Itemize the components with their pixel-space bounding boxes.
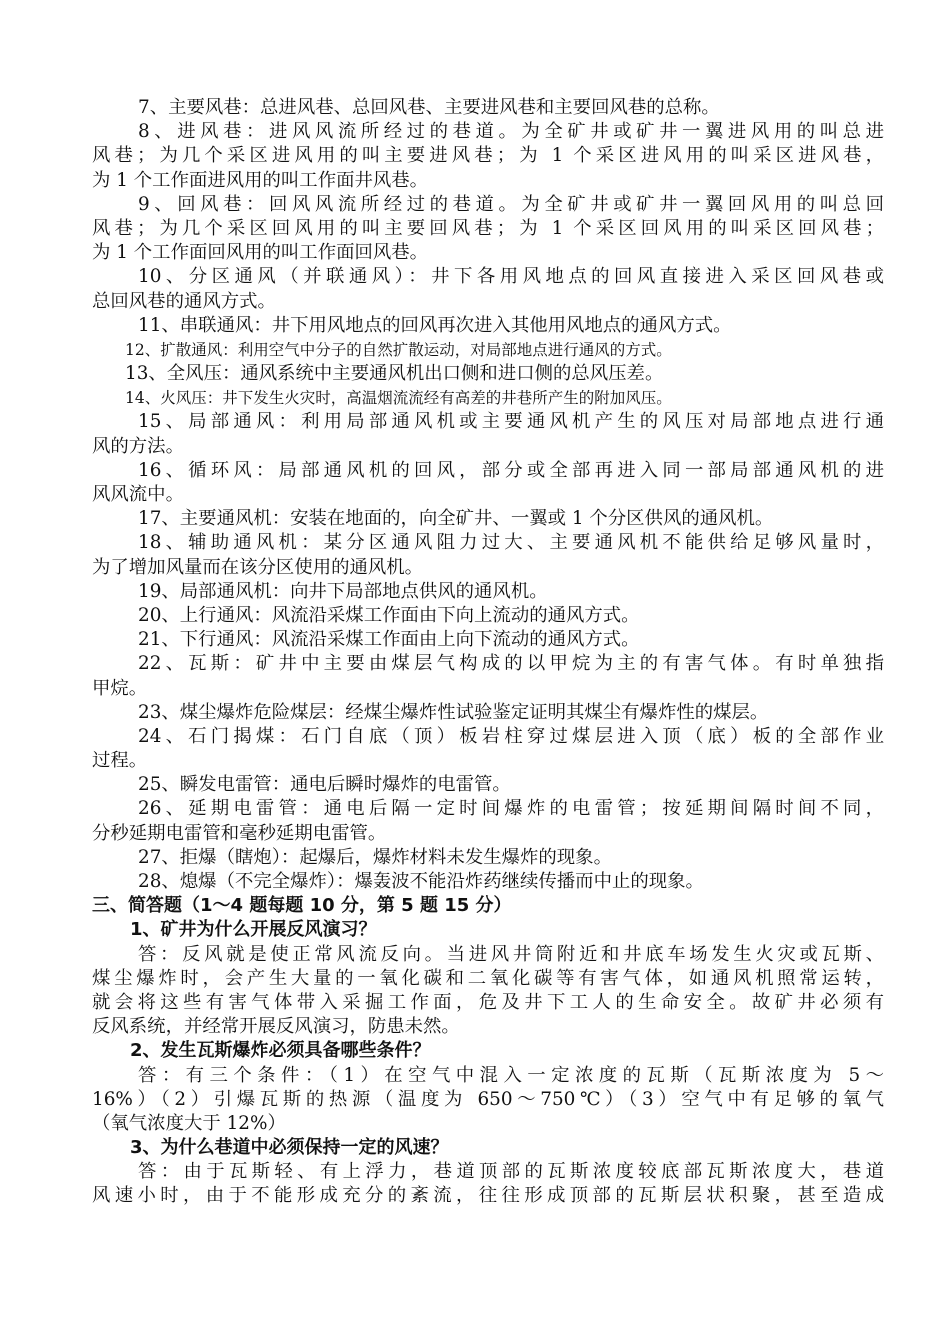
- text-line: 总回风巷的通风方式。: [92, 290, 276, 312]
- text-line: 为了增加风量而在该分区使用的通风机。: [92, 556, 424, 578]
- text-line: 为 1 个工作面进风用的叫工作面井风巷。: [92, 169, 429, 191]
- text-line: 16、循环风：局部通风机的回风，部分或全部再进入同一部局部通风机的进: [138, 459, 884, 481]
- text-line: 分秒延期电雷管和毫秒延期电雷管。: [92, 822, 387, 844]
- text-line: 14、火风压：井下发生火灾时，高温烟流流经有高差的井巷所产生的附加风压。: [125, 389, 672, 408]
- text-line: 风风流中。: [92, 484, 184, 505]
- text-line: 2、发生瓦斯爆炸必须具备哪些条件？: [130, 1040, 431, 1062]
- text-line: 甲烷。: [92, 677, 148, 699]
- text-line: 风巷；为几个采区进风用的叫主要进风巷；为 1 个采区进风用的叫采区进风巷，: [92, 145, 884, 167]
- text-line: 反风系统，并经常开展反风演习，防患未然。: [92, 1016, 460, 1038]
- text-line: 为 1 个工作面回风用的叫工作面回风巷。: [92, 242, 429, 264]
- text-line: 答：有三个条件：（1）在空气中混入一定浓度的瓦斯（瓦斯浓度为 5～: [138, 1064, 884, 1086]
- text-line: 16%）（2）引爆瓦斯的热源（温度为 650～750℃）（3）空气中有足够的氧气: [92, 1088, 884, 1110]
- text-line: 20、上行通风：风流沿采煤工作面由下向上流动的通风方式。: [138, 604, 640, 626]
- text-line: 7、主要风巷：总进风巷、总回风巷、主要进风巷和主要回风巷的总称。: [138, 97, 720, 118]
- text-line: 11、串联通风：井下用风地点的回风再次进入其他用风地点的通风方式。: [138, 314, 732, 336]
- text-line: 22、瓦斯：矿井中主要由煤层气构成的以甲烷为主的有害气体。有时单独指: [138, 653, 884, 675]
- text-line: 21、下行通风：风流沿采煤工作面由上向下流动的通风方式。: [138, 629, 640, 651]
- text-line: 25、瞬发电雷管：通电后瞬时爆炸的电雷管。: [138, 774, 511, 796]
- text-line: 17、主要通风机：安装在地面的，向全矿井、一翼或 1 个分区供风的通风机。: [138, 508, 774, 530]
- text-line: 风的方法。: [92, 435, 184, 457]
- text-line: 28、熄爆（不完全爆炸）：爆轰波不能沿炸药继续传播而中止的现象。: [138, 871, 704, 892]
- text-line: 风速小时，由于不能形成充分的紊流，往往形成顶部的瓦斯层状积聚，甚至造成: [92, 1185, 884, 1207]
- text-line: 答：由于瓦斯轻、有上浮力，巷道顶部的瓦斯浓度较底部瓦斯浓度大，巷道: [138, 1161, 884, 1183]
- text-line: 答：反风就是使正常风流反向。当进风井筒附近和井底车场发生火灾或瓦斯、: [138, 943, 884, 965]
- text-line: 8、进风巷：进风风流所经过的巷道。为全矿井或矿井一翼进风用的叫总进: [138, 121, 884, 143]
- text-line: 18、辅助通风机：某分区通风阻力过大、主要通风机不能供给足够风量时，: [138, 532, 884, 554]
- text-line: 风巷；为几个采区回风用的叫主要回风巷；为 1 个采区回风用的叫采区回风巷；: [92, 217, 884, 239]
- text-line: 过程。: [92, 750, 148, 772]
- text-line: 19、局部通风机：向井下局部地点供风的通风机。: [138, 580, 548, 602]
- text-line: 24、石门揭煤：石门自底（顶）板岩柱穿过煤层进入顶（底）板的全部作业: [138, 725, 884, 747]
- text-line: 10、分区通风（并联通风）：井下各用风地点的回风直接进入采区回风巷或: [138, 266, 884, 288]
- text-line: 12、扩散通风：利用空气中分子的自然扩散运动，对局部地点进行通风的方式。: [125, 340, 672, 359]
- text-line: 三、简答题（1～4 题每题 10 分，第 5 题 15 分）: [92, 895, 512, 917]
- text-line: 煤尘爆炸时，会产生大量的一氧化碳和二氧化碳等有害气体，如通风机照常运转，: [92, 967, 884, 989]
- text-line: 15、局部通风：利用局部通风机或主要通风机产生的风压对局部地点进行通: [138, 411, 884, 433]
- text-line: 23、煤尘爆炸危险煤层：经煤尘爆炸性试验鉴定证明其煤尘有爆炸性的煤层。: [138, 701, 769, 723]
- text-line: 3、为什么巷道中必须保持一定的风速？: [130, 1137, 449, 1159]
- text-line: 13、全风压：通风系统中主要通风机出口侧和进口侧的总风压差。: [125, 363, 664, 385]
- document-page: [92, 96, 884, 1209]
- text-line: 26、延期电雷管：通电后隔一定时间爆炸的电雷管；按延期间隔时间不同，: [138, 798, 884, 820]
- text-line: 就会将这些有害气体带入采掘工作面，危及井下工人的生命安全。故矿井必须有: [92, 991, 884, 1013]
- text-line: （氧气浓度大于 12%）: [92, 1112, 286, 1134]
- text-line: 1、矿井为什么开展反风演习？: [130, 919, 377, 941]
- text-line: 9、回风巷：回风风流所经过的巷道。为全矿井或矿井一翼回风用的叫总回: [138, 193, 884, 215]
- text-line: 27、拒爆（瞎炮）：起爆后，爆炸材料未发生爆炸的现象。: [138, 846, 612, 868]
